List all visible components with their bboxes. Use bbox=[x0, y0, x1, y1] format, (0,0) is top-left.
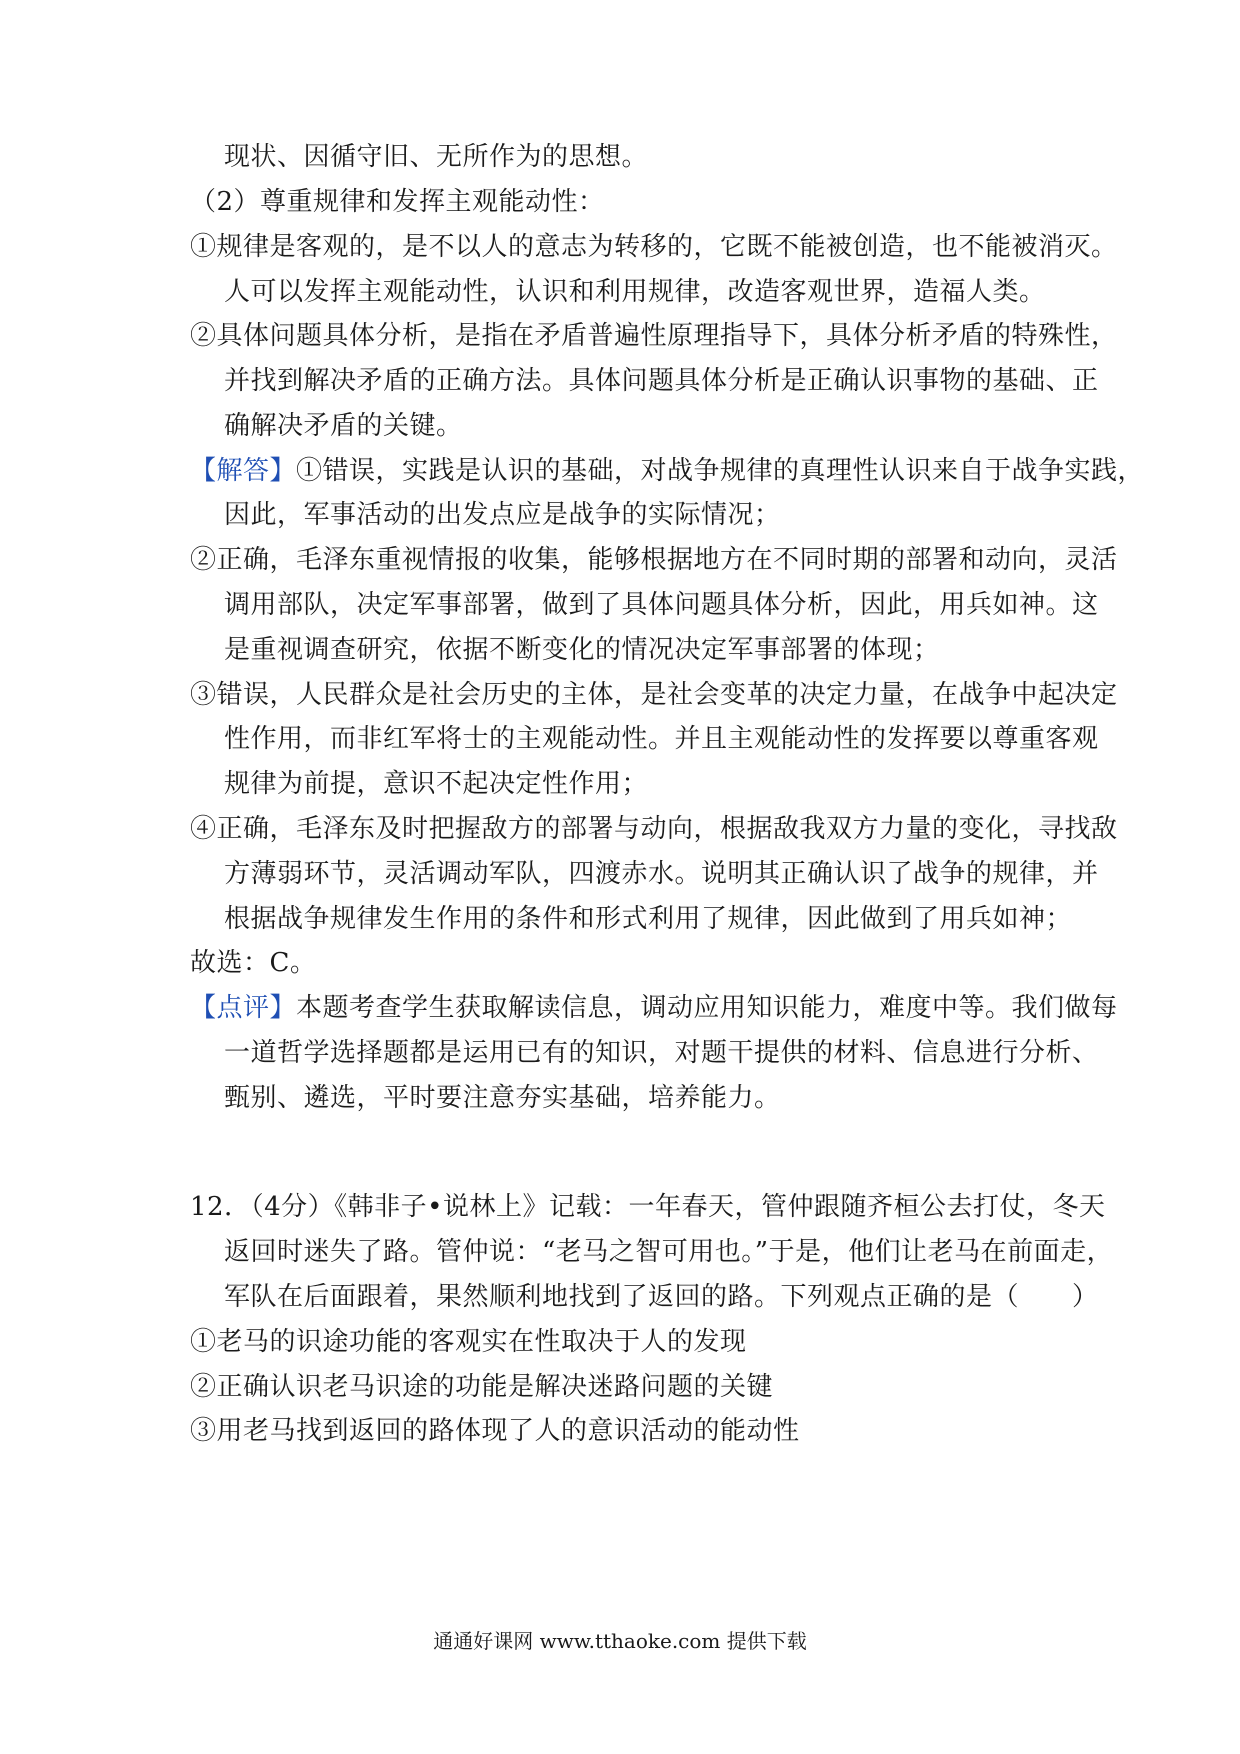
option-2: ②正确认识老马识途的功能是解决迷路问题的关键 bbox=[190, 1372, 774, 1402]
answer-line bbox=[190, 454, 1144, 488]
text-line: 返回时迷失了路。管仲说：“老马之智可用也。”于是，他们让老马在前面走， bbox=[224, 1237, 1114, 1267]
comment-tag: 【点评】 bbox=[190, 993, 297, 1023]
text-line: 人可以发挥主观能动性，认识和利用规律，改造客观世界，造福人类。 bbox=[224, 277, 1046, 307]
text-line: ②正确，毛泽东重视情报的收集，能够根据地方在不同时期的部署和动向，灵活 bbox=[190, 545, 1118, 575]
text-line: ②具体问题具体分析，是指在矛盾普遍性原理指导下，具体分析矛盾的特殊性， bbox=[190, 321, 1118, 351]
comment-text: 本题考查学生获取解读信息，调动应用知识能力，难度中等。我们做每 bbox=[296, 993, 1118, 1023]
text-line: 现状、因循守旧、无所作为的思想。 bbox=[224, 142, 649, 172]
text-line: 因此，军事活动的出发点应是战争的实际情况； bbox=[224, 500, 781, 530]
option-3: ③用老马找到返回的路体现了人的意识活动的能动性 bbox=[190, 1416, 800, 1446]
text-line: ①规律是客观的，是不以人的意志为转移的，它既不能被创造，也不能被消灭。 bbox=[190, 232, 1118, 262]
text-line: 并找到解决矛盾的正确方法。具体问题具体分析是正确认识事物的基础、正 bbox=[224, 366, 1099, 396]
option-1: ①老马的识途功能的客观实在性取决于人的发现 bbox=[190, 1327, 747, 1357]
section-heading: （2）尊重规律和发挥主观能动性： bbox=[190, 187, 605, 217]
text-line: 规律为前提，意识不起决定性作用； bbox=[224, 769, 649, 799]
footer-text: 通通好课网 www.tthaoke.com 提供下载 bbox=[433, 1629, 807, 1653]
question-stem: 12．（4分）《韩非子•说林上》记载：一年春天，管仲跟随齐桓公去打仗，冬天 bbox=[190, 1192, 1106, 1222]
answer-choice: 故选：C。 bbox=[190, 948, 317, 978]
text-line: 确解决矛盾的关键。 bbox=[224, 411, 463, 441]
text-line: 是重视调查研究，依据不断变化的情况决定军事部署的体现； bbox=[224, 635, 940, 665]
answer-text: ①错误，实践是认识的基础，对战争规律的真理性认识来自于战争实践， bbox=[296, 456, 1145, 486]
text-line: 调用部队，决定军事部署，做到了具体问题具体分析，因此，用兵如神。这 bbox=[224, 590, 1099, 620]
text-line: 一道哲学选择题都是运用已有的知识，对题干提供的材料、信息进行分析、 bbox=[224, 1038, 1099, 1068]
text-line: 军队在后面跟着，果然顺利地找到了返回的路。下列观点正确的是（ ） bbox=[224, 1282, 1099, 1312]
text-line: 根据战争规律发生作用的条件和形式利用了规律，因此做到了用兵如神； bbox=[224, 904, 1073, 934]
text-line: ③错误，人民群众是社会历史的主体，是社会变革的决定力量，在战争中起决定 bbox=[190, 680, 1118, 710]
text-line: 方薄弱环节，灵活调动军队，四渡赤水。说明其正确认识了战争的规律，并 bbox=[224, 859, 1099, 889]
answer-tag: 【解答】 bbox=[190, 456, 297, 486]
text-line: 甄别、遴选，平时要注意夯实基础，培养能力。 bbox=[224, 1083, 781, 1113]
text-line: 性作用，而非红军将士的主观能动性。并且主观能动性的发挥要以尊重客观 bbox=[224, 724, 1099, 754]
text-line: ④正确，毛泽东及时把握敌方的部署与动向，根据敌我双方力量的变化，寻找敌 bbox=[190, 814, 1118, 844]
comment-line bbox=[190, 991, 1118, 1025]
